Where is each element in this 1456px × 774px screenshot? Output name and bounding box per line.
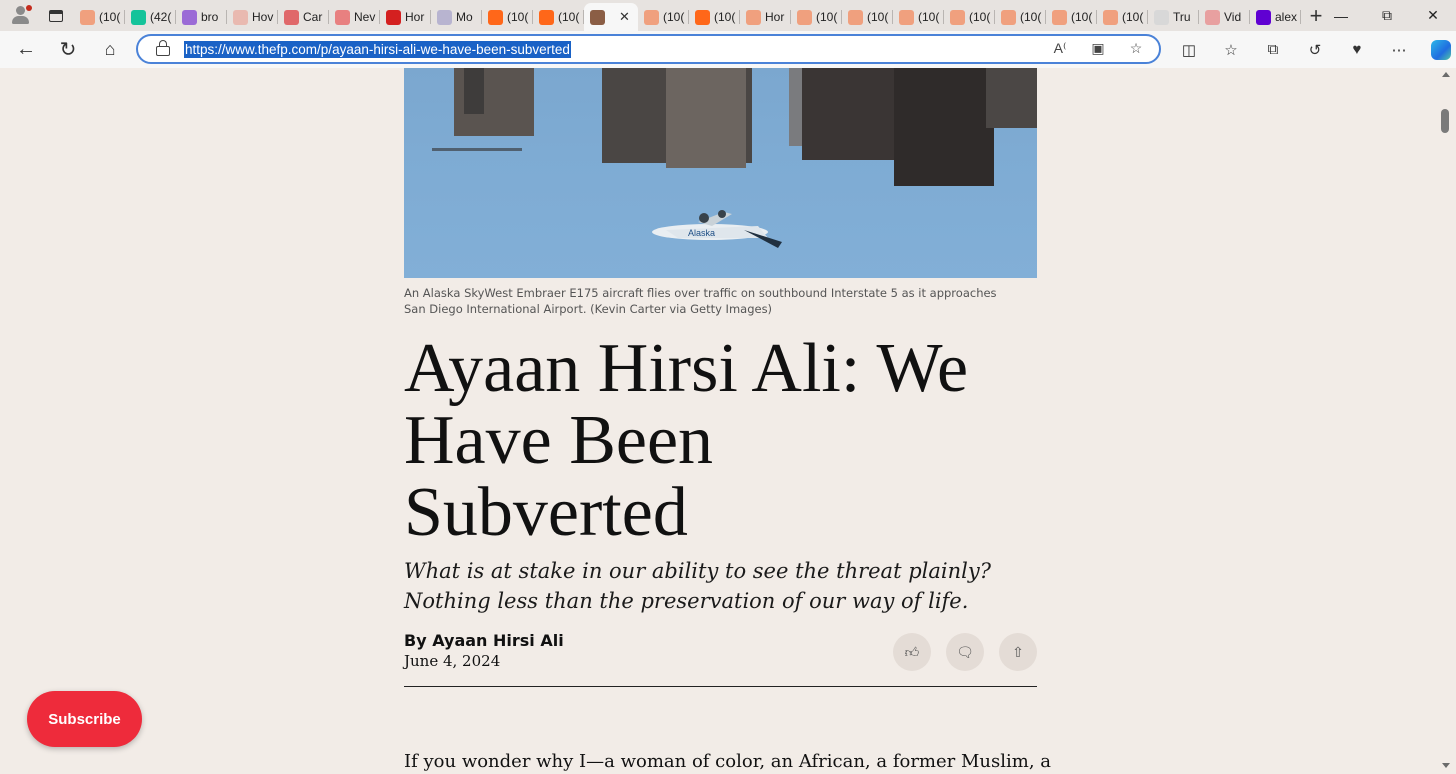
scroll-down-icon[interactable] bbox=[1442, 763, 1450, 768]
scroll-up-icon[interactable] bbox=[1442, 72, 1450, 77]
article-actions bbox=[893, 633, 1037, 671]
performance-icon[interactable]: ♥ bbox=[1352, 41, 1362, 58]
browser-tab[interactable] bbox=[944, 4, 995, 30]
tab-label: Vid bbox=[1224, 10, 1242, 24]
tab-label: Nev bbox=[354, 10, 376, 24]
subtitle-line: What is at stake in our ability to see the threat plainly? bbox=[404, 559, 991, 583]
browser-tab[interactable] bbox=[380, 4, 431, 30]
browser-tab[interactable] bbox=[1046, 4, 1097, 30]
title-line: Have Been bbox=[404, 402, 714, 479]
bookmark-icon bbox=[1001, 10, 1016, 25]
tab-label: (42( bbox=[150, 10, 172, 24]
image-caption: An Alaska SkyWest Embraer E175 aircraft flies over traffic on southbound Interstate 5 as it approaches San Diego International Airport. (Kevin Carter via Getty Images) bbox=[404, 286, 997, 316]
grammarly-icon bbox=[131, 10, 146, 25]
tab-label: (10( bbox=[507, 10, 529, 24]
title-line: Subverted bbox=[404, 474, 688, 551]
tab-label: (10( bbox=[714, 10, 736, 24]
tab-label: (10( bbox=[558, 10, 580, 24]
browser-tab[interactable] bbox=[125, 4, 176, 30]
bookmark-icon bbox=[899, 10, 914, 25]
browser-tab[interactable] bbox=[227, 4, 278, 30]
new-tab-button[interactable]: + bbox=[1309, 2, 1323, 28]
browser-tab[interactable] bbox=[689, 4, 740, 30]
tab-label: alex bbox=[1275, 10, 1298, 24]
favorite-star-icon[interactable]: ☆ bbox=[1129, 40, 1143, 56]
star-icon bbox=[1205, 10, 1220, 25]
browser-tab[interactable] bbox=[740, 4, 791, 30]
tab-label: Hor bbox=[765, 10, 785, 24]
minimize-icon[interactable]: — bbox=[1334, 7, 1348, 24]
tab-label: (10( bbox=[867, 10, 889, 24]
profile-avatar-icon[interactable] bbox=[0, 0, 38, 31]
publish-date: June 4, 2024 bbox=[404, 652, 501, 670]
tab-label: Mo bbox=[456, 10, 473, 24]
tab-label: (10( bbox=[918, 10, 940, 24]
article-page bbox=[0, 68, 1440, 774]
tab-label: (10( bbox=[663, 10, 685, 24]
browser-tab[interactable] bbox=[638, 4, 689, 30]
like-icon[interactable]: 👍︎ bbox=[893, 633, 931, 671]
subtitle-line: Nothing less than the preservation of our way of life. bbox=[404, 589, 969, 613]
title-line: Ayaan Hirsi Ali: We bbox=[404, 330, 969, 407]
substack-icon bbox=[539, 10, 554, 25]
home-icon[interactable]: ⌂ bbox=[104, 39, 116, 59]
url-text[interactable]: https://www.thefp.com/p/ayaan-hirsi-ali-we-have-been-subverted bbox=[185, 41, 570, 57]
browser-tab[interactable] bbox=[1097, 4, 1148, 30]
collections-icon[interactable]: ⧉ bbox=[1267, 41, 1279, 58]
bookmark-icon bbox=[950, 10, 965, 25]
browser-tab[interactable] bbox=[791, 4, 842, 30]
tile-icon bbox=[335, 10, 350, 25]
bookmark-icon bbox=[644, 10, 659, 25]
subscribe-button[interactable]: Subscribe bbox=[27, 691, 142, 747]
browser-tab[interactable] bbox=[893, 4, 944, 30]
browser-tab[interactable] bbox=[74, 4, 125, 30]
tab-label: (10( bbox=[969, 10, 991, 24]
browser-tab[interactable] bbox=[1250, 4, 1301, 30]
divider bbox=[404, 686, 1037, 687]
substack-icon bbox=[695, 10, 710, 25]
navigation-bar bbox=[0, 31, 1456, 68]
back-icon[interactable]: ← bbox=[16, 38, 36, 60]
browser-tab[interactable] bbox=[431, 4, 482, 30]
tab-label: (10( bbox=[1071, 10, 1093, 24]
tab-label: Hor bbox=[405, 10, 425, 24]
favorites-icon[interactable]: ☆ bbox=[1224, 41, 1238, 59]
youtube-icon bbox=[284, 10, 299, 25]
document-icon bbox=[590, 10, 605, 25]
browser-tab[interactable] bbox=[533, 4, 584, 30]
history-icon[interactable]: ↺ bbox=[1308, 41, 1322, 59]
ai-icon bbox=[437, 10, 452, 25]
tab-list bbox=[74, 0, 1301, 31]
address-bar[interactable] bbox=[136, 34, 1161, 64]
bookmark-icon bbox=[797, 10, 812, 25]
browser-tab[interactable] bbox=[995, 4, 1046, 30]
article-title bbox=[404, 330, 1044, 551]
red-shield-icon bbox=[386, 10, 401, 25]
tab-label: (10( bbox=[1020, 10, 1042, 24]
refresh-icon[interactable]: ↻ bbox=[59, 39, 77, 61]
close-window-icon[interactable]: ✕ bbox=[1427, 7, 1439, 23]
bookmark-icon bbox=[746, 10, 761, 25]
page-icon bbox=[1154, 10, 1169, 25]
svg-text:Alaska: Alaska bbox=[688, 228, 716, 238]
more-options-icon[interactable]: ⋯ bbox=[1391, 41, 1407, 59]
restore-icon[interactable]: ⧉ bbox=[1382, 7, 1392, 23]
scroll-thumb[interactable] bbox=[1441, 109, 1449, 133]
browser-tab[interactable] bbox=[482, 4, 533, 30]
tab-label: bro bbox=[201, 10, 219, 24]
tab-label: (10( bbox=[1122, 10, 1144, 24]
split-screen-icon[interactable]: ◫ bbox=[1181, 41, 1197, 59]
tab-actions-icon[interactable] bbox=[38, 0, 74, 31]
browser-tab[interactable] bbox=[584, 3, 638, 31]
article-subtitle bbox=[404, 556, 1004, 616]
close-tab-icon[interactable]: ✕ bbox=[619, 9, 630, 24]
immersive-reader-icon[interactable]: ▣ bbox=[1091, 40, 1105, 56]
tab-label: (10( bbox=[816, 10, 838, 24]
comment-icon[interactable]: 🗨︎ bbox=[946, 633, 984, 671]
lock-icon[interactable] bbox=[156, 46, 170, 56]
bi-icon bbox=[233, 10, 248, 25]
share-icon[interactable]: ⇧ bbox=[999, 633, 1037, 671]
browser-tab[interactable] bbox=[1148, 4, 1199, 30]
browser-tab[interactable] bbox=[278, 4, 329, 30]
bookmark-icon bbox=[848, 10, 863, 25]
author-byline[interactable]: By Ayaan Hirsi Ali bbox=[404, 631, 564, 650]
yahoo-icon bbox=[182, 10, 197, 25]
substack-icon bbox=[488, 10, 503, 25]
browser-tab[interactable] bbox=[176, 4, 227, 30]
browser-tab[interactable] bbox=[1199, 4, 1250, 30]
airplane bbox=[648, 208, 788, 248]
tab-label: Tru bbox=[1173, 10, 1191, 24]
copilot-icon[interactable] bbox=[1420, 31, 1456, 68]
bookmark-icon bbox=[1103, 10, 1118, 25]
bookmark-icon bbox=[80, 10, 95, 25]
bookmark-icon bbox=[1052, 10, 1067, 25]
article-body: If you wonder why I—a woman of color, an African, a former Muslim, a bbox=[404, 751, 1051, 772]
read-aloud-icon[interactable]: A⁽ bbox=[1053, 40, 1067, 56]
hero-image bbox=[404, 68, 1037, 278]
yahoo-icon bbox=[1256, 10, 1271, 25]
tab-strip bbox=[0, 0, 1456, 31]
browser-tab[interactable] bbox=[329, 4, 380, 30]
tab-label: (10( bbox=[99, 10, 121, 24]
tab-label: Hov bbox=[252, 10, 274, 24]
page-scrollbar[interactable] bbox=[1437, 68, 1456, 774]
window-controls bbox=[1318, 0, 1456, 31]
tab-label: Car bbox=[303, 10, 323, 24]
browser-tab[interactable] bbox=[842, 4, 893, 30]
